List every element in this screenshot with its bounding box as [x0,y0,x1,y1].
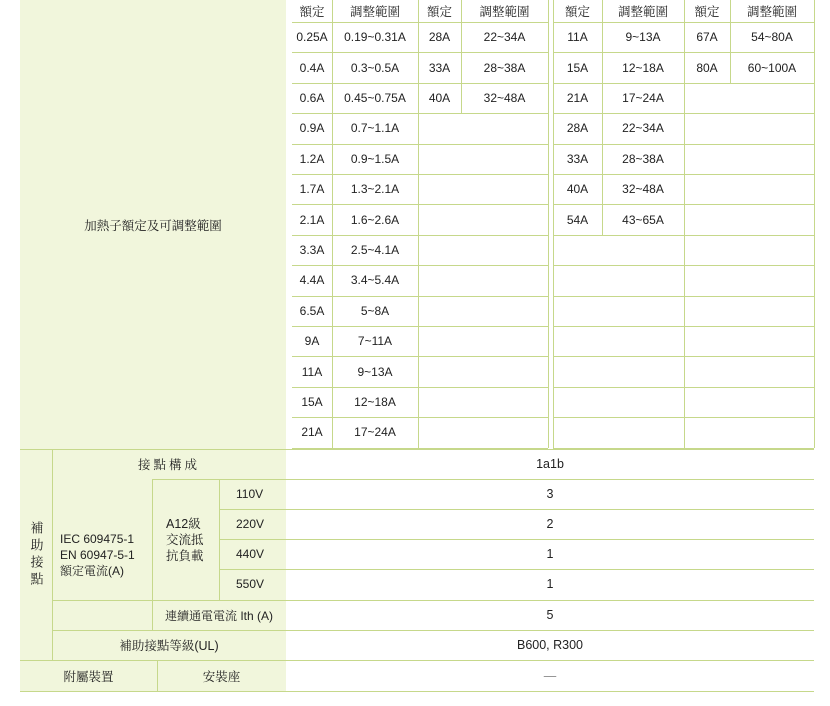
range-cell: 17~24A [622,90,664,105]
header-range-g4: 調整範圍 [746,5,797,19]
rated-cell: 15A [566,60,589,75]
accessory-label: 附屬裝置 [63,669,114,684]
range-cell: 0.19~0.31A [344,30,406,45]
range-cell: 22~34A [622,121,664,136]
rated-cell: 4.4A [299,273,325,288]
range-cell: 1.3~2.1A [350,182,400,197]
range-cell: 0.7~1.1A [350,121,400,136]
header-rated-g4: 額定 [694,5,720,19]
rated-cell: 6.5A [299,303,325,318]
rated-cell: 15A [301,394,323,409]
rated-cell: 33A [428,60,451,75]
range-cell: 2.5~4.1A [350,242,400,257]
range-cell: 22~34A [483,30,526,45]
range-cell: 32~48A [622,182,664,197]
rated-cell: 2.1A [299,212,325,227]
header-rated-g3: 額定 [564,5,590,19]
range-cell: 3.4~5.4A [350,273,400,288]
rated-cell: 21A [566,90,589,105]
range-cell: 12~18A [354,394,396,409]
contact-config-label: 接點構成 [137,458,200,472]
range-cell: 7~11A [357,334,393,349]
range-cell: 0.45~0.75A [344,90,406,105]
rated-cell: 11A [301,364,323,379]
contact-config-value: 1a1b [536,457,564,471]
aux-side-label: 補助接點 [28,520,44,589]
rated-cell: 11A [567,30,588,45]
range-cell: 17~24A [354,425,396,440]
rated-cell: 0.4A [299,60,325,75]
header-range-g1: 調整範圍 [349,5,400,19]
voltage-label: 220V [236,517,265,531]
range-cell: 12~18A [622,60,664,75]
header-rated-g2: 額定 [426,5,452,19]
rated-cell: 54A [566,212,589,227]
header-range-g2: 調整範圍 [479,5,530,19]
range-cell: 28~38A [483,60,526,75]
rated-cell: 0.25A [296,30,328,45]
rated-cell: 33A [566,151,589,166]
rated-cell: 21A [301,425,323,440]
accessory-value: — [543,668,557,683]
heater-section-label: 加熱子額定及可調整範圍 [84,218,222,233]
rated-cell: 1.7A [299,182,325,197]
rated-cell: 40A [428,90,451,105]
range-cell: 43~65A [622,212,664,227]
voltage-label: 440V [236,547,265,561]
header-range-g3: 調整範圍 [617,5,668,19]
rated-cell: 0.9A [299,121,325,136]
range-cell: 9~13A [357,364,393,379]
ul-value: B600, R300 [516,638,584,652]
rated-cell: 9A [304,334,320,349]
rated-cell: 0.6A [299,90,325,105]
voltage-label: 110V [236,487,264,501]
range-cell: 9~13A [625,30,661,45]
range-cell: 60~100A [747,60,797,75]
range-cell: 0.9~1.5A [350,151,400,166]
range-cell: 54~80A [751,30,793,45]
voltage-value: 2 [546,517,554,531]
load-label: A12級交流抵抗負載 [166,517,204,563]
standard-label: IEC 609475-1 EN 60947-5-1 額定電流(A) [60,532,135,578]
ith-label: 連續通電電流 Ith (A) [164,608,273,623]
rated-cell: 40A [566,182,589,197]
range-cell: 32~48A [483,90,526,105]
accessory-sub-label: 安裝座 [202,669,241,684]
rated-cell: 3.3A [299,242,325,257]
header-rated-g1: 額定 [299,5,325,19]
ith-value: 5 [546,608,554,622]
rated-cell: 67A [696,30,718,45]
rated-cell: 80A [696,60,718,75]
rated-cell: 28A [428,30,451,45]
range-cell: 5~8A [360,303,390,318]
voltage-value: 1 [546,577,554,591]
voltage-value: 1 [546,547,554,561]
rated-cell: 28A [566,121,589,136]
ul-label: 補助接點等級(UL) [119,639,219,653]
voltage-label: 550V [236,577,265,591]
range-cell: 1.6~2.6A [350,212,400,227]
rated-cell: 1.2A [299,151,325,166]
voltage-value: 3 [546,487,554,501]
range-cell: 28~38A [622,151,664,166]
range-cell: 0.3~0.5A [350,60,400,75]
